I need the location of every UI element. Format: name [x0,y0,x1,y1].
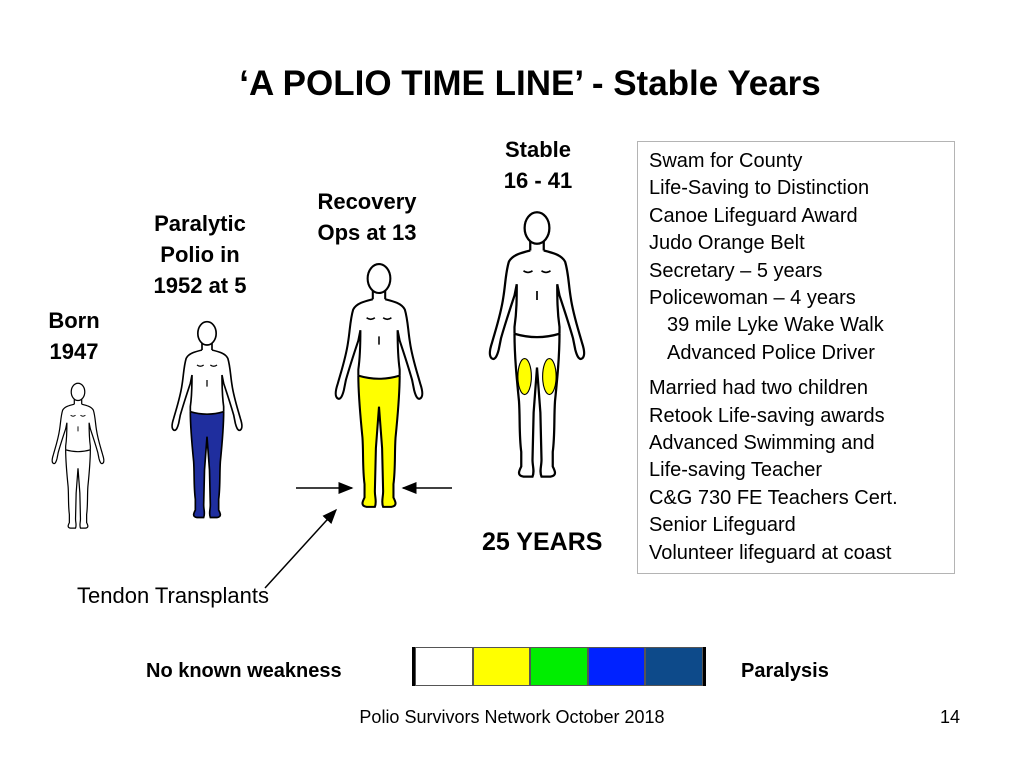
achievements-box [637,141,955,574]
stage-label-line: Stable [504,137,572,162]
scale-left-label: No known weakness [146,660,342,682]
weakness-scale [412,647,706,686]
stage-label-line: 1952 at 5 [153,273,247,298]
stage-label-line: Ops at 13 [317,220,417,245]
stage-label-line: Polio in [160,242,240,267]
achievement-line: Advanced Police Driver [667,341,875,364]
stage-label-line: Born [48,308,100,333]
page-number: 14 [940,707,961,727]
achievement-line: Canoe Lifeguard Award [649,204,858,227]
achievement-line: Life-Saving to Distinction [649,177,870,200]
achievement-line: Judo Orange Belt [649,232,805,255]
scale-swatch [530,647,588,686]
scale-swatch [645,647,703,686]
achievement-line: 39 mile Lyke Wake Walk [667,314,884,337]
achievement-line: Senior Lifeguard [649,514,796,537]
achievement-line: Policewoman – 4 years [649,287,856,310]
footer-text: Polio Survivors Network October 2018 [359,707,665,727]
stage-label-line: 1947 [49,339,99,364]
stage-label-line: Recovery [317,189,417,214]
achievement-line: Secretary – 5 years [649,259,823,282]
duration-label: 25 YEARS [482,528,603,556]
achievement-line: Advanced Swimming and [649,432,875,455]
tendon-transplants-label: Tendon Transplants [77,583,270,608]
scale-swatch [588,647,646,686]
stage-label-line: Paralytic [154,211,246,236]
achievement-line: Married had two children [649,377,868,400]
tendon-pointer-arrow [265,510,336,588]
achievement-line: Retook Life-saving awards [649,404,885,427]
achievement-line: Swam for County [649,150,803,172]
scale-swatch [473,647,531,686]
achievement-line: Life-saving Teacher [649,459,823,482]
scale-right-label: Paralysis [741,660,829,682]
scale-swatch [415,647,473,686]
slide-title: ‘A POLIO TIME LINE’ - Stable Years [239,64,821,103]
stage-label-line: 16 - 41 [503,168,573,193]
achievement-line: C&G 730 FE Teachers Cert. [649,486,898,509]
achievement-line: Volunteer lifeguard at coast [649,541,892,564]
